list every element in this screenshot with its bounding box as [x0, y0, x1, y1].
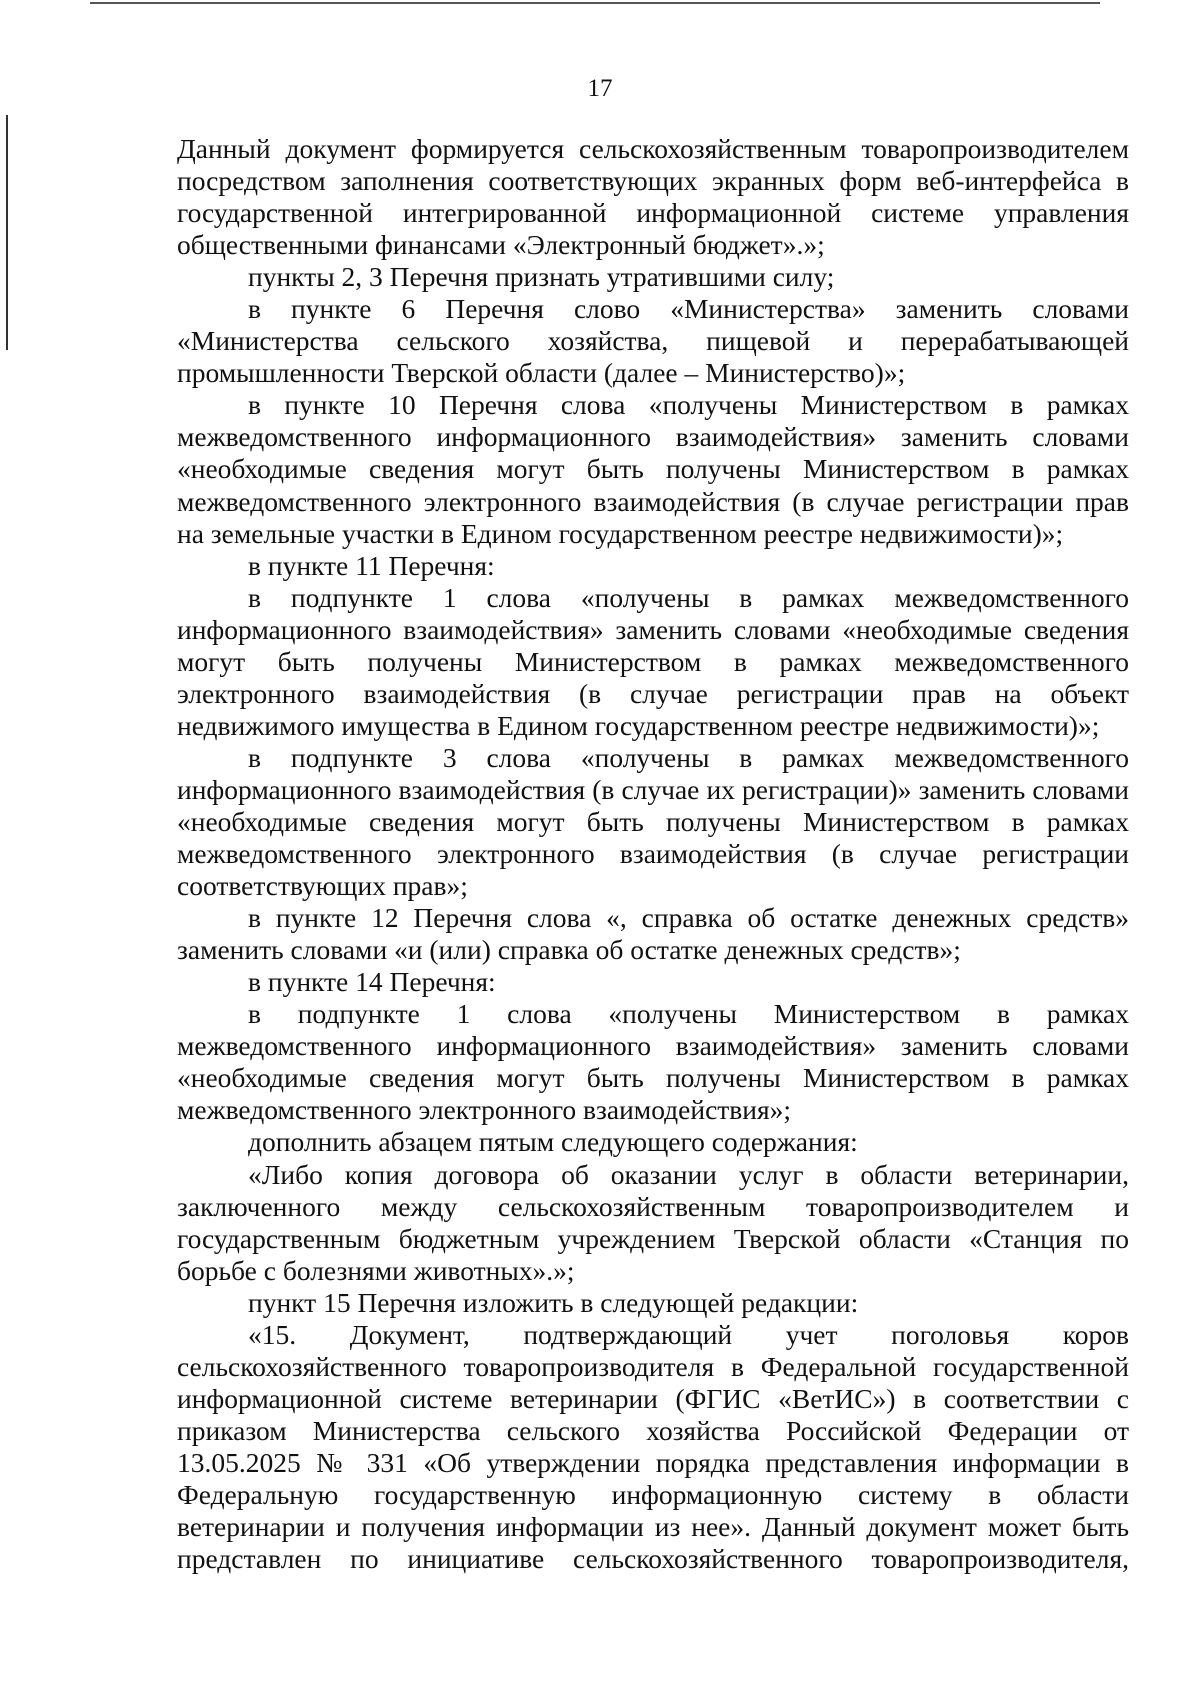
paragraph: пункт 15 Перечня изложить в следующей редакции:	[248, 1286, 859, 1318]
document-body	[177, 133, 1129, 1575]
paragraph: в подпункте 1 слова «получены Министерством в рамках межведомственного информационного взаимодействия» заменить словами «необходимые сведения могут быть получены Министерством в рамках межведомственного электронного взаимодействия»;	[177, 998, 1129, 1126]
paragraph: в пункте 14 Перечня:	[248, 966, 496, 998]
paragraph: в подпункте 1 слова «получены в рамках межведомственного информационного взаимодействия» заменить словами «необходимые сведения могут быть получены Министерством в рамках межведомственного электронного взаимодействия (в случае регистрации прав на объект недвижимого имущества в Едином государственном реестре недвижимости)»;	[177, 581, 1129, 741]
paragraph: Данный документ формируется сельскохозяйственным товаропроизводителем посредством заполнения соответствующих экранных форм веб-интерфейса в государственной интегрированной информационной системе управления общественными финансами «Электронный бюджет».»;	[177, 133, 1129, 261]
paragraph: пункты 2, 3 Перечня признать утратившими силу;	[248, 261, 835, 293]
paragraph: в пункте 6 Перечня слово «Министерства» заменить словами «Министерства сельского хозяйства, пищевой и перерабатывающей промышленности Тверской области (далее – Министерство)»;	[177, 293, 1129, 389]
left-margin-line	[6, 115, 8, 350]
paragraph: в пункте 10 Перечня слова «получены Министерством в рамках межведомственного информационного взаимодействия» заменить словами «необходимые сведения могут быть получены Министерством в рамках межведомственного электронного взаимодействия (в случае регистрации прав на земельные участки в Едином государственном реестре недвижимости)»;	[177, 389, 1129, 549]
paragraph: «15. Документ, подтверждающий учет поголовья коров сельскохозяйственного товаропроизводителя в Федеральной государственной информационной системе ветеринарии (ФГИС «ВетИС») в соответствии с приказом Министерства сельского хозяйства Российской Федерации от 13.05.2025 № 331 «Об утверждении порядка представления информации в Федеральную государственную информационную систему в области ветеринарии и получения информации из нее». Данный документ может быть представлен по инициативе сельскохозяйственного товаропроизводителя,	[177, 1318, 1129, 1575]
paragraph: «Либо копия договора об оказании услуг в области ветеринарии, заключенного между сельскохозяйственным товаропроизводителем и государственным бюджетным учреждением Тверской области «Станция по борьбе с болезнями животных».»;	[177, 1158, 1129, 1286]
paragraph: в подпункте 3 слова «получены в рамках межведомственного информационного взаимодействия (в случае их регистрации)» заменить словами «необходимые сведения могут быть получены Министерством в рамках межведомственного электронного взаимодействия (в случае регистрации соответствующих прав»;	[177, 741, 1129, 902]
paragraph: в пункте 11 Перечня:	[248, 549, 495, 581]
paragraph: в пункте 12 Перечня слова «, справка об остатке денежных средств» заменить словами «и (или) справка об остатке денежных средств»;	[177, 902, 1129, 966]
top-border-line	[90, 2, 1100, 4]
page-number: 17	[587, 75, 613, 102]
paragraph: дополнить абзацем пятым следующего содержания:	[248, 1126, 858, 1158]
